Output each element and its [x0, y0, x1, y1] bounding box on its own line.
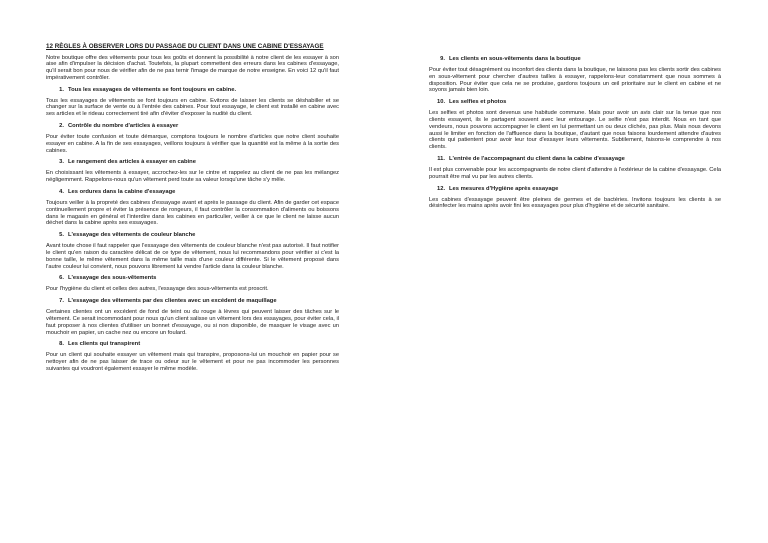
section-number: 7.: [59, 298, 64, 305]
section-heading-3: [46, 159, 339, 166]
section-heading-7: [46, 298, 339, 305]
section-title: L'essayage des vêtements par des clientes avec un excédent de maquillage: [68, 298, 277, 305]
section-number: 3.: [59, 159, 64, 166]
section-heading-10: [429, 99, 721, 106]
section-title: Les selfies et photos: [449, 99, 507, 106]
section-number: 4.: [59, 189, 64, 196]
section-title: Tous les essayages de vêtements se font toujours en cabine.: [68, 86, 237, 93]
section-title: Les clients en sous-vêtements dans la boutique: [449, 56, 581, 62]
section-title: L'entrée de l'accompagnant du client dans la cabine d'essayage: [449, 155, 625, 162]
section-paragraph-1: Tous les essayages de vêtements se font toujours en cabine. Evitons de laisser les clients se déshabiller et se changer sur la surface de vente ou à l'entrée des cabines. Pour tout essayage, le client est installé en cabine avec ses articles et le rideau correctement tiré afin d'éviter d'exposer la nudité du client.: [46, 97, 339, 118]
section-heading-11: [429, 156, 721, 163]
section-title: L'essayage des vêtements de couleur blanche: [68, 232, 196, 239]
section-heading-1: [46, 87, 339, 94]
section-paragraph-9: Pour éviter tout désagrément ou inconfort des clients dans la boutique, ne laissons pas les clients sortir des cabines en sous-vêtement pour chercher d'autres tailles à essayer, rappelons-leur constamment que nous sommes à disposition. Pour éviter que cela ne se produise, gardons toujours un œil prioritaire sur le client en cabine et ne soyons jamais bien loin.: [429, 67, 721, 94]
section-number: 12.: [437, 185, 446, 192]
section-number: 9.: [440, 56, 445, 62]
document-title: 12 RÈGLES À OBSERVER LORS DU PASSAGE DU CLIENT DANS UNE CABINE D'ESSAYAGE: [46, 43, 324, 50]
section-number: 10.: [437, 99, 446, 106]
section-title: Les mesures d'Hygiène après essayage: [449, 185, 559, 192]
left-column: [46, 0, 339, 378]
section-number: 2.: [59, 123, 64, 130]
section-heading-4: [46, 189, 339, 196]
section-heading-9: [429, 56, 721, 63]
section-paragraph-7: Certaines clientes ont un excédent de fond de teint ou du rouge à lèvres qui peuvent laisser des tâches sur le vêtement. Ce serait incommodant pour nous qu'un client salisse un vêtement lors des essayages, pour éviter cela, il faut proposer à nos clientes d'utiliser un bonnet d'essayage, ou si non disponible, de masquer le visage avec un mouchoir en papier, un cache nez ou encore un foulard.: [46, 309, 339, 336]
section-heading-8: [46, 341, 339, 348]
section-paragraph-6: Pour l'hygiène du client et celles des autres, l'essayage des sous-vêtements est proscrit.: [46, 286, 269, 293]
section-title: Les clients qui transpirent: [68, 341, 141, 348]
section-paragraph-12: Les cabines d'essayage peuvent être pleines de germes et de bactéries. Invitons toujours les clients à se désinfecter les mains après avoir fini les essayages pour plus d'hygiène et de sécurité sanitaire.: [429, 196, 721, 210]
section-heading-12: [429, 186, 721, 193]
section-paragraph-5: Avant toute chose il faut rappeler que l'essayage des vêtements de couleur blanche n'est pas autorisé. Il faut notifier le client qu'en raison du caractère délicat de ce type de vêtement, nous lui recommandons pour vérifier si c'est la bonne taille, le même vêtement dans la même taille mais d'une couleur différente. Si le vêtement proposé dans l'autre couleur lui convient, nous pouvons librement lui vendre l'article dans la couleur blanche.: [46, 243, 339, 270]
section-heading-5: [46, 232, 339, 239]
section-title: Le rangement des articles à essayer en cabine: [68, 159, 196, 166]
section-paragraph-4: Toujours veiller à la propreté des cabines d'essayage avant et après le passage du client. Afin de garder cet espace continuellement propre et éviter la présence de rongeurs, il faut contrôler la consommation d'aliments ou boissons dans le magasin en général et l'interdire dans les cabines en particulier, veiller à ce que le client ne laisse aucun déchet dans la cabine après ses essayages.: [46, 200, 339, 227]
intro-paragraph: Notre boutique offre des vêtements pour tous les goûts et donnent la possibilité à notre client de les essayer à son aise afin d'impulser la décision d'achat. Toutefois, la plupart commettent des erreurs dans les cabines d'essayage, qu'il serait bon pour nous de vérifier afin de ne pas ternir l'image de marque de notre enseigne. En voici 12 qu'il faut impérativement contrôler.: [46, 54, 339, 81]
section-number: 8.: [59, 341, 64, 348]
section-title: Les ordures dans la cabine d'essayage: [68, 189, 176, 196]
section-number: 5.: [59, 232, 64, 239]
section-number: 1.: [59, 86, 64, 93]
section-paragraph-3: En choisissant les vêtements à essayer, accrochez-les sur le cintre et rappelez au client de ne pas les mélangez négligemment. Rappelons-nous qu'un vêtement perd toute sa valeur lorsqu'une tâche s'y mêle.: [46, 170, 339, 184]
section-heading-6: [46, 275, 339, 282]
section-title: Contrôle du nombre d'articles à essayer: [68, 123, 179, 130]
section-title: L'essayage des sous-vêtements: [68, 275, 157, 282]
section-paragraph-8: Pour un client qui souhaite essayer un vêtement mais qui transpire, proposons-lui un mouchoir en papier pour se nettoyer afin de ne pas laisser de trace ou odeur sur le vêtement et pour ne pas incommoder les personnes suivantes qui voudront également essayer le même modèle.: [46, 352, 339, 373]
section-heading-2: [46, 123, 339, 130]
right-column: [429, 0, 721, 215]
section-number: 6.: [59, 275, 64, 282]
section-paragraph-10: Les selfies et photos sont devenus une habitude commune. Mais pour avoir un avis clair sur la tenue que nos clients essayent, ils le partagent souvent avec leur entourage. Le selfie n'est pas interdit. Nous en tant que vendeurs, nous pouvons accompagner le client en lui permettant un ou deux clichés, pas plus. Mais nous devons aussi le limiter en fonction de l'affluence dans la boutique, d'autant que nous faisons lourdement attendre d'autres clients qui patientent pour avoir leur tour d'essayer leurs vêtements. Subtilement, faisons-le comprendre à nos clients.: [429, 110, 721, 151]
section-number: 11.: [437, 155, 445, 162]
section-paragraph-11: Il est plus convenable pour les accompagnants de notre client d'attendre à l'extérieur de la cabine d'essayage. Cela pourrait être mal vu par les autres clients.: [429, 166, 721, 180]
section-paragraph-2: Pour éviter toute confusion et toute démarque, comptons toujours le nombre d'articles que notre client souhaite essayer en cabine. A la fin de ses essayages, veillons toujours à vérifier que la quantité est la même à la sortie des cabines.: [46, 134, 339, 154]
